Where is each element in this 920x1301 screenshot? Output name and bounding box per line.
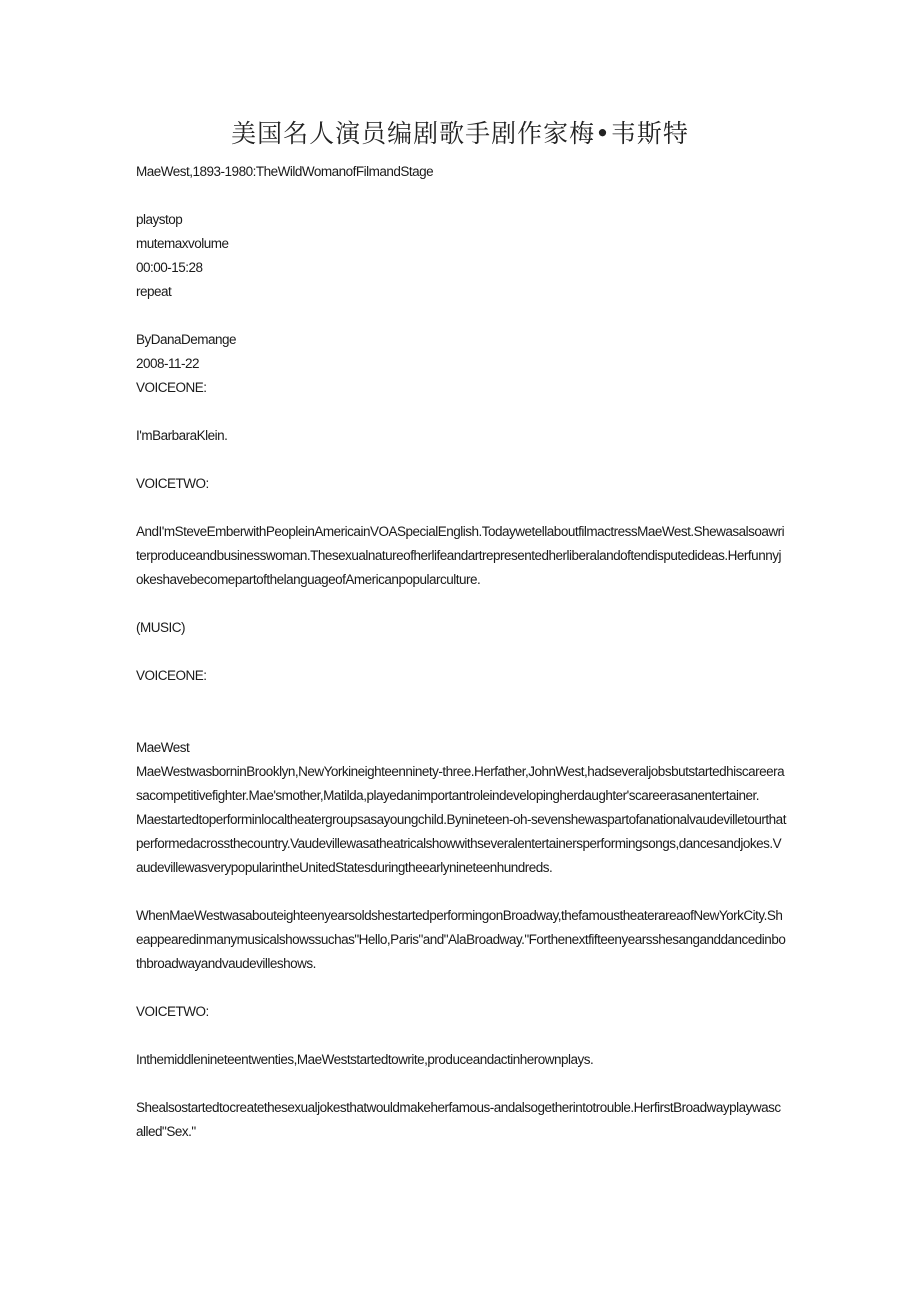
byline: ByDanaDemange: [136, 332, 237, 347]
paragraph-sex: Shealsostartedtocreatethesexualjokesthatwouldmakeherfamous-andalsogetherintotrouble.HerfirstBroadwayplaywascalled"Sex.": [136, 1100, 781, 1139]
speaker-voice-one-2: VOICEONE:: [136, 668, 207, 683]
player-repeat[interactable]: repeat: [136, 284, 172, 299]
player-time: 00:00-15:28: [136, 260, 203, 275]
speaker-voice-two-2: VOICETWO:: [136, 1004, 209, 1019]
document-body: [136, 160, 786, 1144]
image-caption: MaeWest: [136, 740, 190, 755]
music-cue: (MUSIC): [136, 620, 185, 635]
paragraph-broadway: WhenMaeWestwasabouteighteenyearsoldshestartedperformingonBroadway,thefamoustheaterareaofNewYorkCity.Sheappearedinmanymusicalshowssuchas"Hello,Paris"and"AlaBroadway."Forthenextfifteenyearsshesanganddancedinbothbroadwayandvaudevilleshows.: [136, 908, 786, 971]
paragraph-born: MaeWestwasborninBrooklyn,NewYorkineighteenninety-three.Herfather,JohnWest,hadseveraljobsbutstartedhiscareerasacompetitivefighter.Mae'smother,Matilda,playedanimportantroleindevelopingherdaughter'scareerasanentertainer.: [136, 764, 785, 803]
document-title: 美国名人演员编剧歌手剧作家梅•韦斯特: [231, 119, 689, 148]
player-mute-volume[interactable]: mutemaxvolume: [136, 236, 229, 251]
paragraph-twenties: Inthemiddlenineteentwenties,MaeWeststartedtowrite,produceandactinherownplays.: [136, 1052, 594, 1067]
speaker-voice-one: VOICEONE:: [136, 380, 207, 395]
speaker-voice-two: VOICETWO:: [136, 476, 209, 491]
date: 2008-11-22: [136, 356, 200, 371]
intro-voice-two: AndI'mSteveEmberwithPeopleinAmericainVOASpecialEnglish.TodaywetellaboutfilmactressMaeWest.Shewasalsoawriterproduceandbusinesswoman.Thesexualnatureofherlifeandartrepresentedherliberalandoftendisputedideas.HerfunnyjokeshavebecomepartofthelanguageofAmericanpopularculture.: [136, 524, 785, 587]
document-subtitle: MaeWest,1893-1980:TheWildWomanofFilmandStage: [136, 164, 434, 179]
player-play-stop[interactable]: playstop: [136, 212, 183, 227]
paragraph-vaudeville: Maestartedtoperforminlocaltheatergroupsasayoungchild.Bynineteen-oh-sevenshewaspartofanationalvaudevilletourthatperformedacrossthecountry.Vaudevillewasatheatricalshowwithseveralentertainersperformingsongs,dancesandjokes.VaudevillewasverypopularintheUnitedStatesduringtheearlynineteenhundreds.: [136, 812, 786, 875]
intro-voice-one: I'mBarbaraKlein.: [136, 428, 228, 443]
